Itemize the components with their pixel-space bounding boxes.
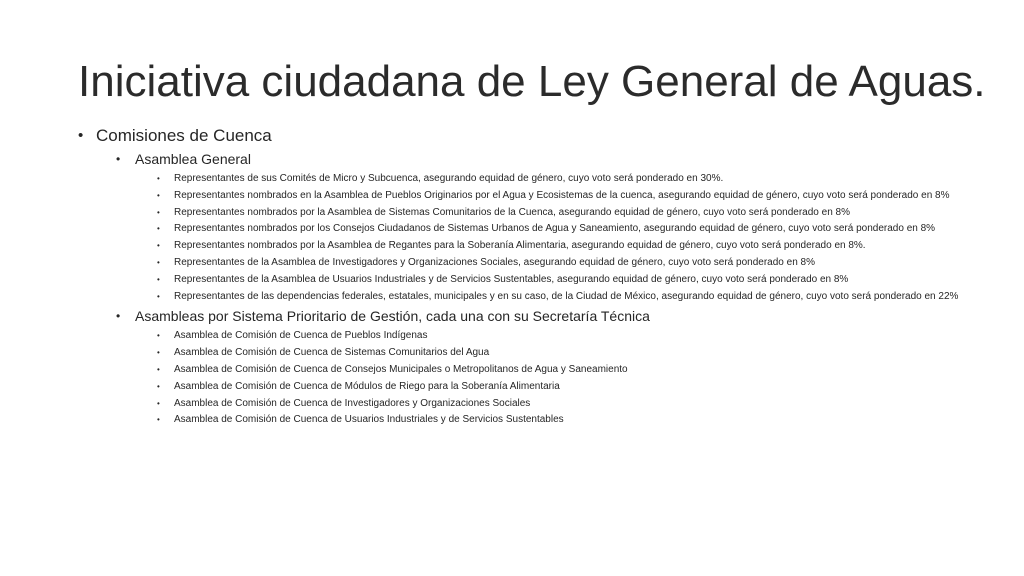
list-item-text: Asamblea de Comisión de Cuenca de Investigadores y Organizaciones Sociales [174, 397, 531, 409]
list-item [157, 272, 998, 289]
bullet-icon: • [157, 291, 160, 301]
list-item [157, 188, 998, 205]
bullet-icon: • [157, 348, 160, 358]
bullet-asambleas-por-sistema [116, 305, 998, 328]
bullet-icon: • [157, 241, 160, 251]
list-item-text: Representantes nombrados en la Asamblea de Pueblos Originarios por el Agua y Ecosistemas de la cuenca, asegurando equidad de género, cuyo voto será ponderado en 8% [174, 189, 950, 201]
bullet-icon: • [78, 127, 84, 144]
bullet-icon: • [157, 331, 160, 341]
list-item-text: Asamblea de Comisión de Cuenca de Sistemas Comunitarios del Agua [174, 347, 490, 359]
bullet-icon: • [157, 415, 160, 425]
bullet-icon: • [157, 190, 160, 200]
bullet-icon: • [157, 381, 160, 391]
list-item-text: Representantes de la Asamblea de Usuarios Industriales y de Servicios Sustentables, asegurando equidad de género, cuyo voto será ponderado en 8% [174, 273, 849, 285]
list-item-text: Representantes de la Asamblea de Investigadores y Organizaciones Sociales, asegurando equidad de género, cuyo voto será ponderado en 8% [174, 256, 815, 268]
slide-title: Iniciativa ciudadana de Ley General de Aguas. [78, 57, 986, 106]
list-item [157, 412, 998, 429]
list-item [157, 255, 998, 272]
bullet-label: Asambleas por Sistema Prioritario de Gestión, cada una con su Secretaría Técnica [135, 308, 650, 325]
list-item [157, 328, 998, 345]
list-item [157, 396, 998, 413]
list-item-text: Asamblea de Comisión de Cuenca de Pueblos Indígenas [174, 330, 428, 342]
list-item-text: Representantes nombrados por la Asamblea de Regantes para la Soberanía Alimentaria, asegurando equidad de género, cuyo voto será ponderado en 8%. [174, 240, 866, 252]
list-item-text: Asamblea de Comisión de Cuenca de Usuarios Industriales y de Servicios Sustentables [174, 414, 564, 426]
list-item-text: Asamblea de Comisión de Cuenca de Consejos Municipales o Metropolitanos de Agua y Saneamiento [174, 363, 628, 375]
list-item [157, 205, 998, 222]
list-item [157, 289, 998, 306]
bullet-icon: • [157, 207, 160, 217]
bullet-icon: • [157, 364, 160, 374]
list-item-text: Representantes de las dependencias federales, estatales, municipales y en su caso, de la Ciudad de México, asegurando equidad de género, cuyo voto será ponderado en 22% [174, 290, 959, 302]
list-item [157, 362, 998, 379]
bullet-comisiones-de-cuenca [78, 124, 998, 148]
list-item-text: Representantes nombrados por los Consejos Ciudadanos de Sistemas Urbanos de Agua y Saneamiento, asegurando equidad de género, cuyo voto será ponderado en 8% [174, 223, 936, 235]
list-item [157, 345, 998, 362]
bullet-asamblea-general [116, 148, 998, 171]
list-item-text: Asamblea de Comisión de Cuenca de Módulos de Riego para la Soberanía Alimentaria [174, 380, 560, 392]
bullet-label: Asamblea General [135, 151, 251, 167]
list-item [157, 171, 998, 188]
bullet-icon: • [116, 309, 121, 324]
asambleas-sistema-list [78, 328, 998, 429]
list-item-text: Representantes nombrados por la Asamblea de Sistemas Comunitarios de la Cuenca, asegurando equidad de género, cuyo voto será ponderado en 8% [174, 206, 850, 218]
list-item [157, 379, 998, 396]
list-item [157, 221, 998, 238]
bullet-icon: • [157, 274, 160, 284]
bullet-icon: • [157, 257, 160, 267]
bullet-icon: • [157, 224, 160, 234]
list-item [157, 238, 998, 255]
list-item-text: Representantes de sus Comités de Micro y Subcuenca, asegurando equidad de género, cuyo voto será ponderado en 30%. [174, 173, 724, 184]
slide-content [78, 124, 998, 429]
bullet-icon: • [157, 398, 160, 408]
bullet-icon: • [157, 174, 160, 183]
asamblea-general-list [78, 171, 998, 305]
bullet-label: Comisiones de Cuenca [96, 126, 272, 145]
bullet-icon: • [116, 152, 121, 166]
